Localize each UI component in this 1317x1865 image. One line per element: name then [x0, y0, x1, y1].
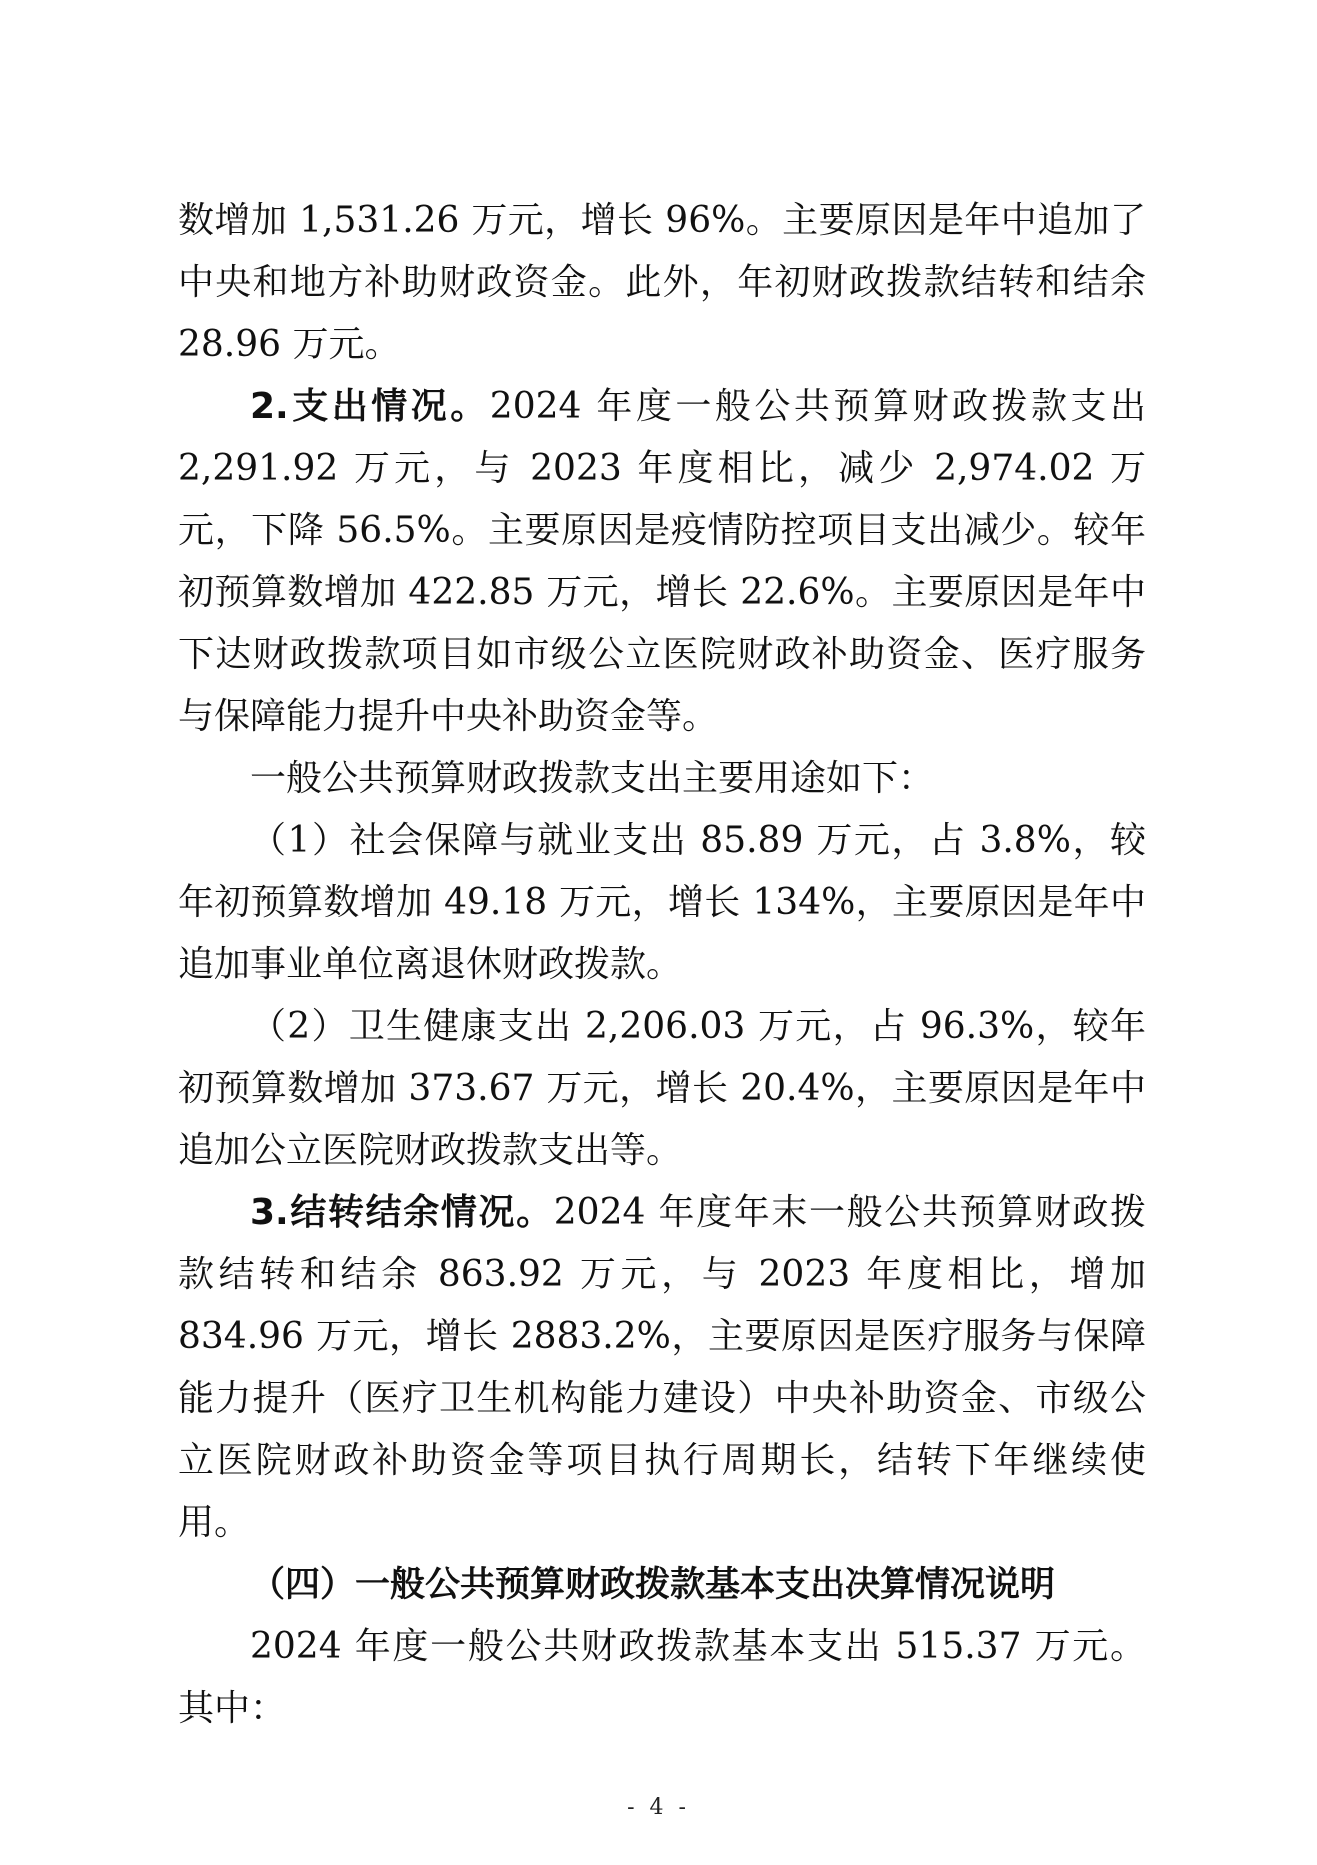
paragraph-carryover [178, 1182, 1146, 1554]
paragraph-social-security: （1）社会保障与就业支出 85.89 万元，占 3.8%，较年初预算数增加 49.18 万元，增长 134%，主要原因是年中追加事业单位离退休财政拨款。 [178, 820, 1146, 985]
carryover-body: 2024 年度年末一般公共预算财政拨款结转和结余 863.92 万元，与 2023 年度相比，增加 834.96 万元，增长 2883.2%，主要原因是医疗服务与保障能力提升（医疗卫生机构能力建设）中央补助资金、市级公立医院财政补助资金等项目执行周期长，结转下年继续使用。 [178, 1192, 1146, 1543]
paragraph-basic-expenditure: 2024 年度一般公共财政拨款基本支出 515.37 万元。其中： [178, 1626, 1146, 1729]
expenditure-title: 2.支出情况。 [250, 386, 490, 427]
page-number: - 4 - [627, 1795, 690, 1820]
paragraph-revenue-continued: 数增加 1,531.26 万元，增长 96%。主要原因是年中追加了中央和地方补助财政资金。此外，年初财政拨款结转和结余 28.96 万元。 [178, 200, 1146, 365]
paragraph-health: （2）卫生健康支出 2,206.03 万元，占 96.3%，较年初预算数增加 373.67 万元，增长 20.4%，主要原因是年中追加公立医院财政拨款支出等。 [178, 1006, 1146, 1171]
paragraph-main-uses: 一般公共预算财政拨款支出主要用途如下： [250, 758, 935, 799]
carryover-title: 3.结转结余情况。 [250, 1192, 554, 1233]
body-text [178, 190, 1146, 1740]
paragraph-expenditure [178, 376, 1146, 748]
expenditure-body: 2024 年度一般公共预算财政拨款支出 2,291.92 万元，与 2023 年度相比，减少 2,974.02 万元，下降 56.5%。主要原因是疫情防控项目支出减少。较年初预算数增加 422.85 万元，增长 22.6%。主要原因是年中下达财政拨款项目如市级公立医院财政补助资金、医疗服务与保障能力提升中央补助资金等。 [178, 386, 1146, 737]
section-heading-basic-expenditure: （四）一般公共预算财政拨款基本支出决算情况说明 [250, 1565, 1056, 1605]
